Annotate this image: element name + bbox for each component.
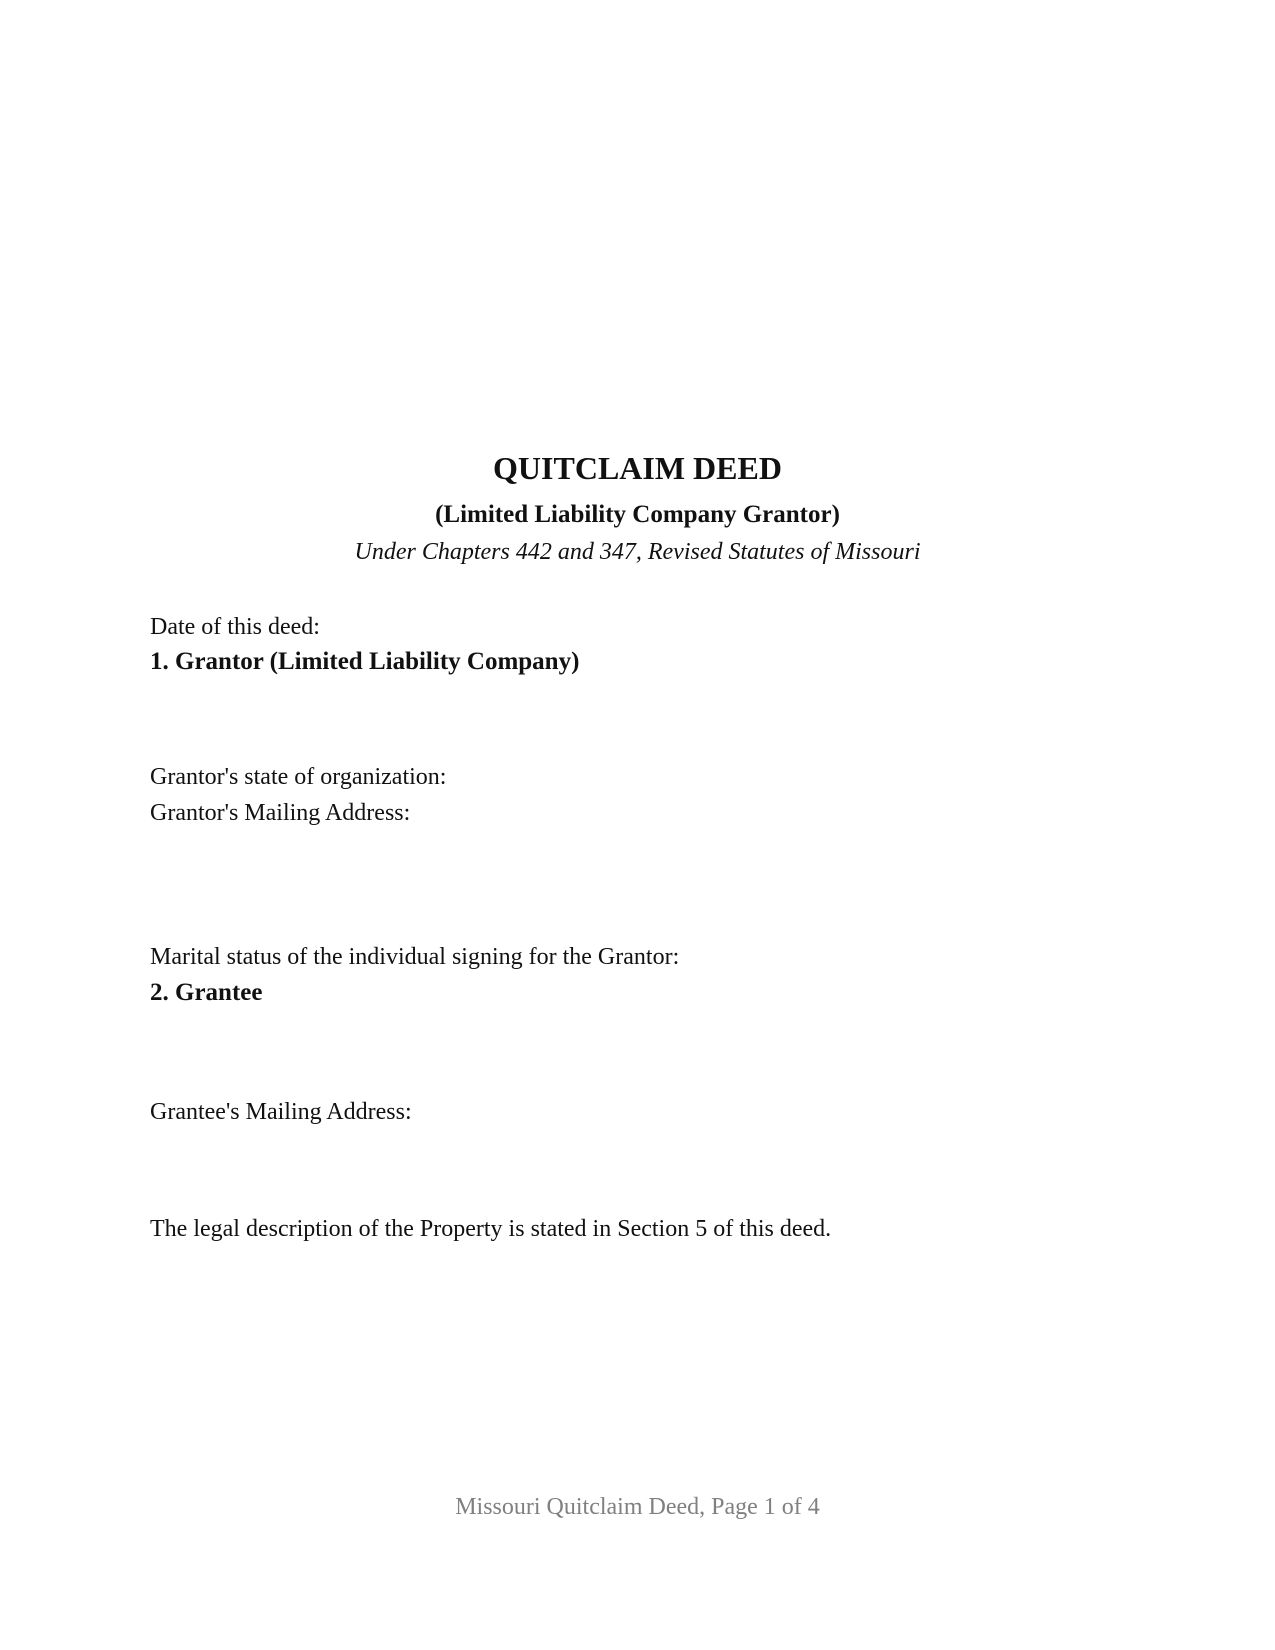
- statute-reference: Under Chapters 442 and 347, Revised Statutes of Missouri: [354, 539, 921, 565]
- date-label: Date of this deed:: [150, 614, 320, 640]
- grantor-address-label: Grantor's Mailing Address:: [150, 800, 411, 826]
- page-footer: Missouri Quitclaim Deed, Page 1 of 4: [455, 1494, 820, 1520]
- grantor-state-label: Grantor's state of organization:: [150, 764, 447, 790]
- section-2-heading: 2. Grantee: [150, 979, 263, 1006]
- legal-description-note: The legal description of the Property is stated in Section 5 of this deed.: [150, 1216, 832, 1242]
- document-subtitle: (Limited Liability Company Grantor): [435, 501, 840, 528]
- document-title: QUITCLAIM DEED: [493, 450, 782, 486]
- section-1-heading: 1. Grantor (Limited Liability Company): [150, 648, 580, 675]
- grantee-address-label: Grantee's Mailing Address:: [150, 1099, 412, 1125]
- marital-status-label: Marital status of the individual signing for the Grantor:: [150, 944, 680, 970]
